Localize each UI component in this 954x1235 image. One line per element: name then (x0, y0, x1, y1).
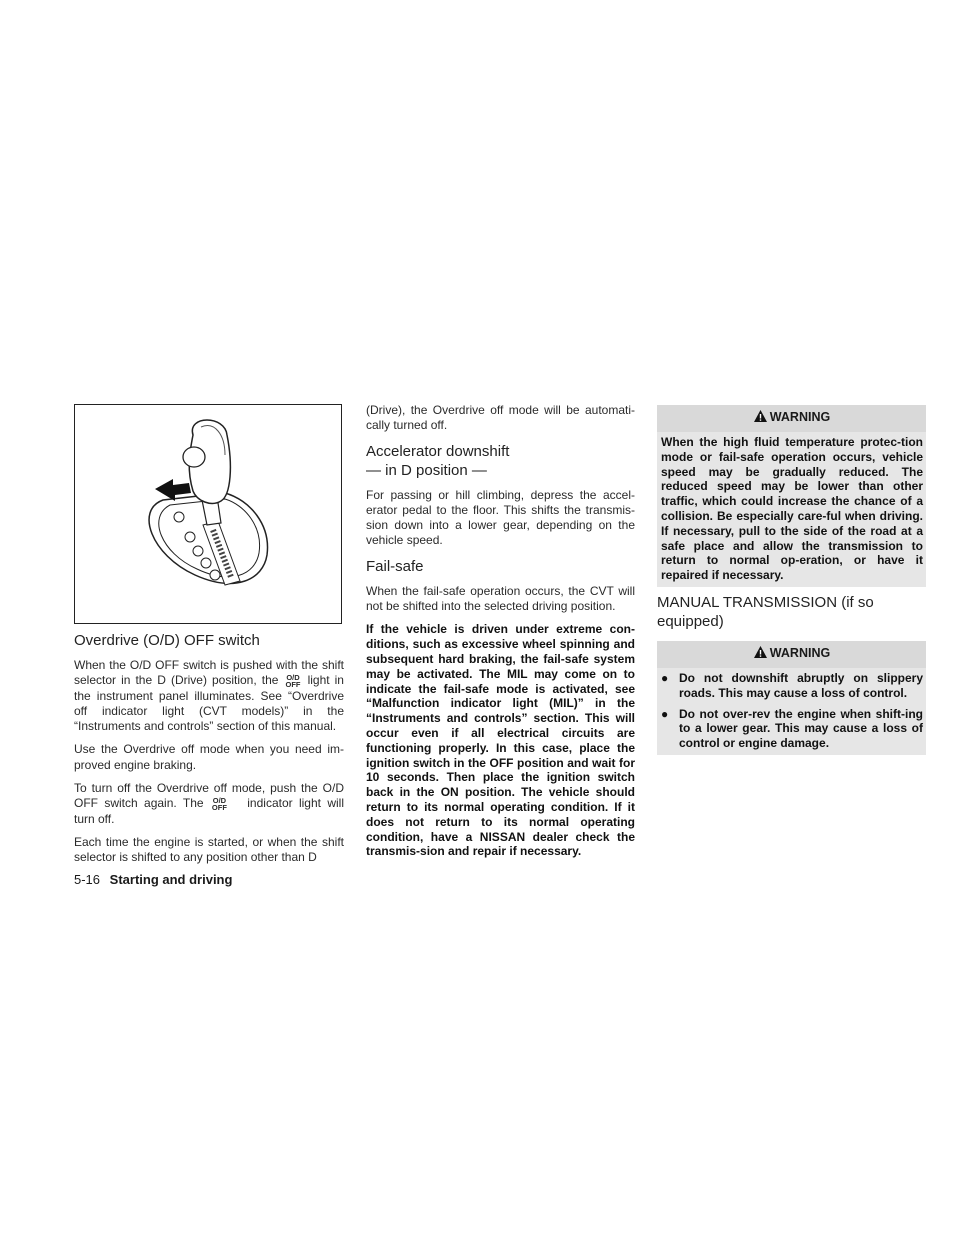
bullet-text: Do not downshift abruptly on slippery roads. This may cause a loss of control. (679, 670, 923, 700)
paragraph-text: To turn off the Overdrive off mode, push the O/D OFF switch again. The (74, 781, 344, 811)
page-number: 5-16 (74, 872, 101, 887)
section-name: Starting and driving (109, 872, 233, 887)
warning-bullet-item (661, 671, 923, 701)
warning-title: WARNING (769, 410, 831, 424)
column-right (657, 405, 926, 755)
warning-header (657, 641, 926, 664)
paragraph-overdrive-off (74, 781, 344, 827)
shift-lever-drawing (75, 405, 343, 625)
od-icon-top: O/D (286, 673, 300, 683)
paragraph-continuation: (Drive), the Overdrive off mode will be automati-cally turned off. (366, 403, 635, 433)
od-off-indicator-icon (212, 797, 227, 811)
warning-text: When the high fluid temperature protec-tion mode or fail-safe operation occurs, vehicle speed may be gradually reduced. The reduced speed may be lower than other traffic, which could increase the chance of a collision. Be especially care-ful when driving. If necessary, pull to the side of the road at a safe place and allow the transmission to return to normal op-eration, or have it repaired if necessary. (657, 432, 926, 587)
warning-bullet-item (661, 707, 923, 751)
warning-bullets (657, 668, 926, 755)
paragraph-overdrive-on (74, 658, 344, 734)
heading-line: Accelerator downshift (366, 442, 510, 460)
bullet-text: Do not over-rev the engine when shift-ing to a lower gear. This may cause a loss of control or engine damage. (679, 706, 923, 751)
heading-line: — in D position — (366, 461, 487, 479)
paragraph-accelerator-downshift: For passing or hill climbing, depress the accel-erator pedal to the floor. This shifts the transmis-sion down into a lower gear, depending on the vehicle speed. (366, 487, 635, 548)
warning-triangle-icon (753, 409, 768, 428)
paragraph-engine-braking: Use the Overdrive off mode when you need im-proved engine braking. (74, 742, 344, 772)
od-icon-bottom: OFF (285, 680, 301, 690)
od-icon-bottom: OFF (211, 803, 227, 813)
paragraph-text: When the O/D OFF switch is pushed with the shift selector in the D (Drive) position, the (74, 658, 344, 688)
paragraph-engine-start: Each time the engine is started, or when the shift selector is shifted to any position other than D (74, 834, 344, 865)
bullet-dot-icon: ● (661, 670, 669, 685)
bullet-dot-icon: ● (661, 706, 669, 721)
paragraph-fail-safe: When the fail-safe operation occurs, the CVT will not be shifted into the selected driving position. (366, 583, 635, 614)
column-middle (366, 403, 635, 859)
od-off-indicator-icon (286, 674, 301, 688)
shift-selector-illustration (74, 404, 342, 624)
paragraph-text: indicator light will turn off. (74, 796, 344, 826)
paragraph-text: light in the instrument panel illuminates. See “Overdrive off indicator light (CVT models)” in the “Instruments and controls” section of this manual. (74, 673, 344, 734)
paragraph-fail-safe-bold: If the vehicle is driven under extreme con-ditions, such as excessive wheel spinning and subsequent hard braking, the fail-safe system may be activated. The MIL may come on to indicate the fail-safe mode is activated, see “Malfunction indicator light (MIL)” in the “Instruments and controls” section. This will occur even if all electrical circuits are functioning properly. In this case, place the ignition switch in the OFF position and wait for 10 seconds. Then place the ignition switch back in the ON position. The vehicle should return to its normal operating condition. If it does not return to its normal operating condition, have a NISSAN dealer check the transmis-sion and repair if necessary. (366, 622, 635, 859)
warning-title: WARNING (769, 645, 831, 660)
od-icon-top: O/D (212, 796, 227, 806)
warning-box-manual-transmission (657, 641, 926, 755)
heading-manual-transmission: MANUAL TRANSMISSION (if so equipped) (657, 593, 874, 630)
warning-header (657, 405, 926, 428)
heading-overdrive-switch: Overdrive (O/D) OFF switch (74, 632, 260, 649)
heading-accelerator-downshift (366, 442, 635, 480)
warning-triangle-icon (753, 645, 768, 664)
heading-fail-safe: Fail-safe (366, 557, 424, 575)
column-left (74, 404, 344, 866)
warning-box-fail-safe (657, 405, 926, 587)
page-footer (74, 872, 232, 887)
